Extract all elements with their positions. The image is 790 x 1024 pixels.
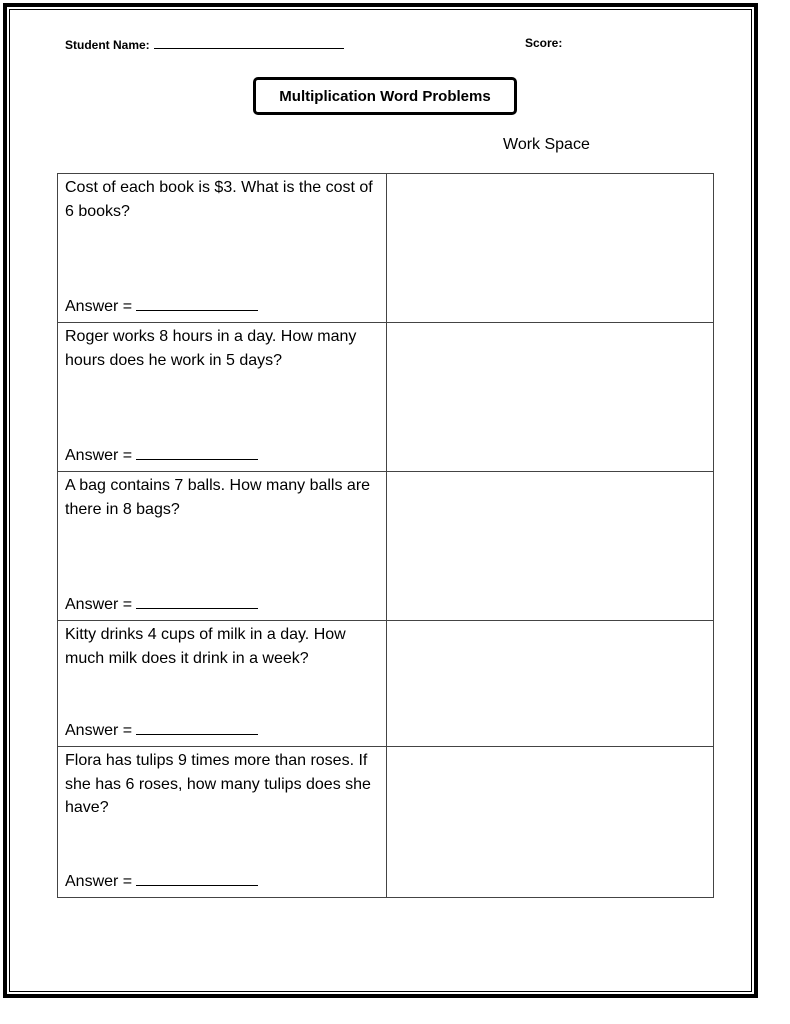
student-name-field[interactable] [65,36,344,52]
problem-row [58,472,714,621]
question-cell [58,174,387,323]
question-cell [58,747,387,898]
worksheet-title [253,77,517,115]
worksheet-title-text: Multiplication Word Problems [279,87,491,105]
score-label: Score: [525,36,563,50]
problem-row [58,323,714,472]
question-cell [58,621,387,747]
answer-field[interactable] [65,871,258,891]
score-field[interactable] [525,36,562,50]
question-text: Cost of each book is $3. What is the cost of 6 books? [65,179,373,220]
question-text: Roger works 8 hours in a day. How many hours does he work in 5 days? [65,328,357,369]
work-space-cell[interactable] [387,621,714,747]
problems-table [57,173,714,898]
answer-label: Answer = [65,447,133,464]
answer-label: Answer = [65,298,133,315]
problem-row [58,621,714,747]
worksheet-header [65,36,625,54]
question-cell [58,323,387,472]
answer-field[interactable] [65,296,258,316]
answer-field[interactable] [65,445,258,465]
answer-blank[interactable] [136,594,258,609]
problem-row [58,747,714,898]
work-space-cell[interactable] [387,747,714,898]
question-text: A bag contains 7 balls. How many balls are there in 8 bags? [65,477,371,518]
answer-field[interactable] [65,594,258,614]
work-space-cell[interactable] [387,174,714,323]
question-text: Flora has tulips 9 times more than roses. If she has 6 roses, how many tulips does she have? [65,752,371,816]
answer-label: Answer = [65,873,133,890]
student-name-label: Student Name: [65,38,150,52]
problem-row [58,174,714,323]
answer-label: Answer = [65,722,133,739]
answer-blank[interactable] [136,296,258,311]
work-space-cell[interactable] [387,472,714,621]
answer-blank[interactable] [136,720,258,735]
answer-blank[interactable] [136,871,258,886]
work-space-heading: Work Space [503,136,590,153]
question-cell [58,472,387,621]
student-name-blank[interactable] [154,36,344,49]
question-text: Kitty drinks 4 cups of milk in a day. How much milk does it drink in a week? [65,626,346,667]
answer-field[interactable] [65,720,258,740]
answer-label: Answer = [65,596,133,613]
answer-blank[interactable] [136,445,258,460]
work-space-cell[interactable] [387,323,714,472]
